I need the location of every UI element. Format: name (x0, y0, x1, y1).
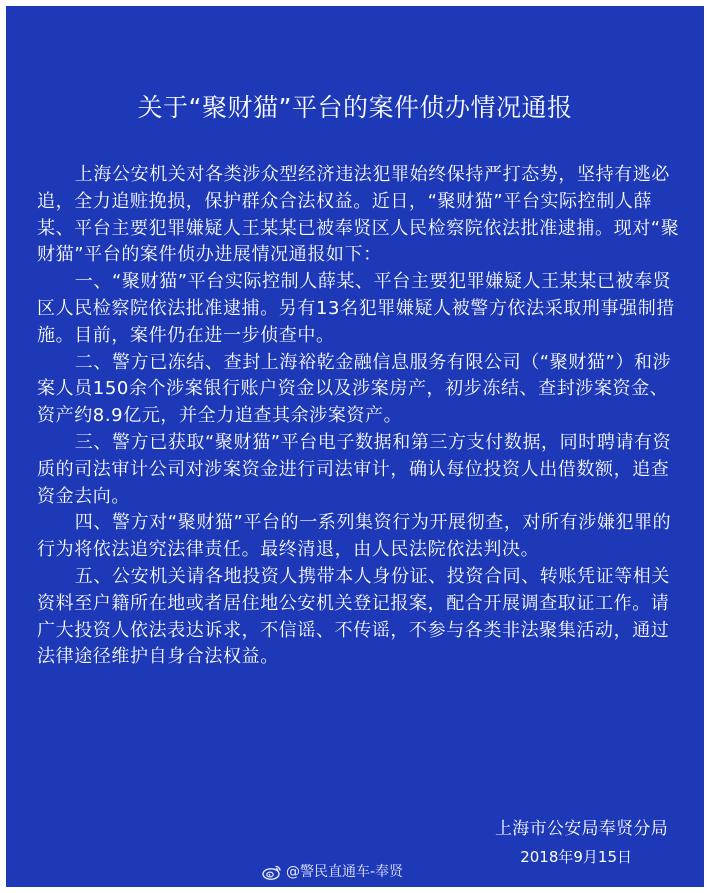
signature-issuer: 上海市公安局奉贤分局 (495, 819, 668, 839)
signature-date: 2018年9月15日 (520, 848, 632, 866)
paragraph-item-5: 五、公安机关请各地投资人携带本人身份证、投资合同、转账凭证等相关资料至户籍所在地或者居住地公安机关登记报案，配合开展调查取证工作。请广大投资人依法表达诉求，不信谣、不传谣，不参与各类非法聚集活动，通过法律途径维护自身合法权益。 (37, 565, 670, 668)
paragraph-item-4: 四、警方对“聚财猫”平台的一系列集资行为开展彻查，对所有涉嫌犯罪的行为将依法追究法律责任。最终清退，由人民法院依法判决。 (37, 512, 672, 561)
weibo-icon (262, 864, 282, 880)
paragraph-item-2: 二、警方已冻结、查封上海裕乾金融信息服务有限公司（“聚财猫”）和涉案人员150余个涉案银行账户资金以及涉案房产，初步冻结、查封涉案资金、资产约8.9亿元，并全力追查其余涉案资产。 (37, 351, 672, 427)
watermark-text: @警民直通车-奉贤 (286, 864, 404, 880)
notice-panel (6, 6, 704, 887)
paragraph-intro: 上海公安机关对各类涉众型经济违法犯罪始终保持严打态势，坚持有逃必追，全力追赃挽损，保护群众合法权益。近日，“聚财猫”平台实际控制人薛某、平台主要犯罪嫌疑人王某某已被奉贤区人民检察院依法批准逮捕。现对“聚财猫”平台的案件侦办进展情况通报如下： (37, 164, 680, 266)
paragraph-item-1: 一、“聚财猫”平台实际控制人薛某、平台主要犯罪嫌疑人王某某已被奉贤区人民检察院依法批准逮捕。另有13名犯罪嫌疑人被警方依法采取刑事强制措施。目前，案件仍在进一步侦查中。 (37, 271, 675, 346)
notice-body (37, 162, 681, 671)
paragraph-item-3: 三、警方已获取“聚财猫”平台电子数据和第三方支付数据，同时聘请有资质的司法审计公司对涉案资金进行司法审计，确认每位投资人出借数额，追查资金去向。 (37, 431, 672, 507)
watermark (262, 863, 403, 881)
notice-title: 关于“聚财猫”平台的案件侦办情况通报 (137, 93, 573, 122)
